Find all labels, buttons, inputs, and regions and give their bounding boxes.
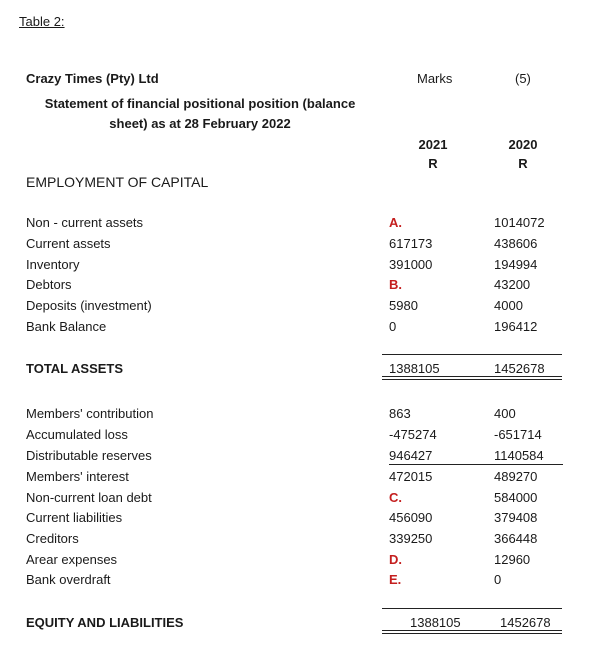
- value-2021: 5980: [389, 298, 418, 313]
- section-heading: EMPLOYMENT OF CAPITAL: [26, 174, 209, 190]
- row-label: Members' contribution: [26, 406, 154, 421]
- value-2020: 438606: [494, 236, 538, 251]
- value-2020: 196412: [494, 319, 538, 334]
- total-assets-2021: 1388105: [389, 361, 440, 376]
- total-equity-label: EQUITY AND LIABILITIES: [26, 615, 184, 630]
- row-label: Non-current loan debt: [26, 490, 152, 505]
- value-2020: 489270: [494, 469, 538, 484]
- total-equity-2020: 1452678: [500, 615, 551, 630]
- value-2021: A.: [389, 215, 402, 230]
- table-caption: Table 2:: [19, 14, 65, 29]
- row-label: Current liabilities: [26, 510, 123, 525]
- value-2021: 456090: [389, 510, 433, 525]
- row-label: Bank overdraft: [26, 572, 111, 587]
- value-2020: 366448: [494, 531, 538, 546]
- row-label: Deposits (investment): [26, 298, 152, 313]
- year-label: 2020: [508, 137, 538, 152]
- statement-title: Statement of financial positional position (balance sheet) as at 28 February 2022: [44, 96, 356, 131]
- total-assets-label: TOTAL ASSETS: [26, 361, 124, 376]
- total-double-rule: [382, 376, 562, 380]
- value-2020: 1140584: [494, 448, 544, 463]
- row-label: Members' interest: [26, 469, 129, 484]
- currency-label: R: [428, 156, 438, 171]
- subtotal-rule: [389, 464, 563, 465]
- total-double-rule: [382, 630, 562, 634]
- value-2020: 194994: [494, 257, 538, 272]
- value-2021: 946427: [389, 448, 433, 463]
- value-2020: 584000: [494, 490, 538, 505]
- value-2021: -475274: [389, 427, 437, 442]
- value-2021: D.: [389, 552, 402, 567]
- marks-value: (5): [515, 71, 531, 86]
- value-2020: 43200: [494, 277, 531, 292]
- row-label: Accumulated loss: [26, 427, 128, 442]
- value-2020: 379408: [494, 510, 538, 525]
- value-2021: E.: [389, 572, 402, 587]
- row-label: Bank Balance: [26, 319, 107, 334]
- row-label: Creditors: [26, 531, 79, 546]
- value-2021: 391000: [389, 257, 433, 272]
- value-2020: 12960: [494, 552, 531, 567]
- value-2021: 863: [389, 406, 411, 421]
- row-label: Arear expenses: [26, 552, 118, 567]
- value-2020: 0: [494, 572, 502, 587]
- value-2020: 1014072: [494, 215, 545, 230]
- value-2021: C.: [389, 490, 402, 505]
- currency-label: R: [518, 156, 528, 171]
- value-2020: 4000: [494, 298, 523, 313]
- marks-label: Marks: [417, 71, 453, 86]
- value-2021: 472015: [389, 469, 433, 484]
- total-assets-2020: 1452678: [494, 361, 545, 376]
- year-2020-header: [503, 135, 543, 173]
- value-2021: 0: [389, 319, 397, 334]
- value-2020: 400: [494, 406, 516, 421]
- row-label: Current assets: [26, 236, 111, 251]
- value-2021: B.: [389, 277, 402, 292]
- total-rule-top: [382, 608, 562, 609]
- year-2021-header: [413, 135, 453, 173]
- total-rule-top: [382, 354, 562, 355]
- year-label: 2021: [418, 137, 448, 152]
- row-label: Debtors: [26, 277, 72, 292]
- value-2020: -651714: [494, 427, 542, 442]
- row-label: Non - current assets: [26, 215, 144, 230]
- value-2021: 339250: [389, 531, 433, 546]
- row-label: Distributable reserves: [26, 448, 152, 463]
- company-name: Crazy Times (Pty) Ltd: [26, 71, 159, 86]
- value-2021: 617173: [389, 236, 433, 251]
- row-label: Inventory: [26, 257, 80, 272]
- total-equity-2021: 1388105: [410, 615, 461, 630]
